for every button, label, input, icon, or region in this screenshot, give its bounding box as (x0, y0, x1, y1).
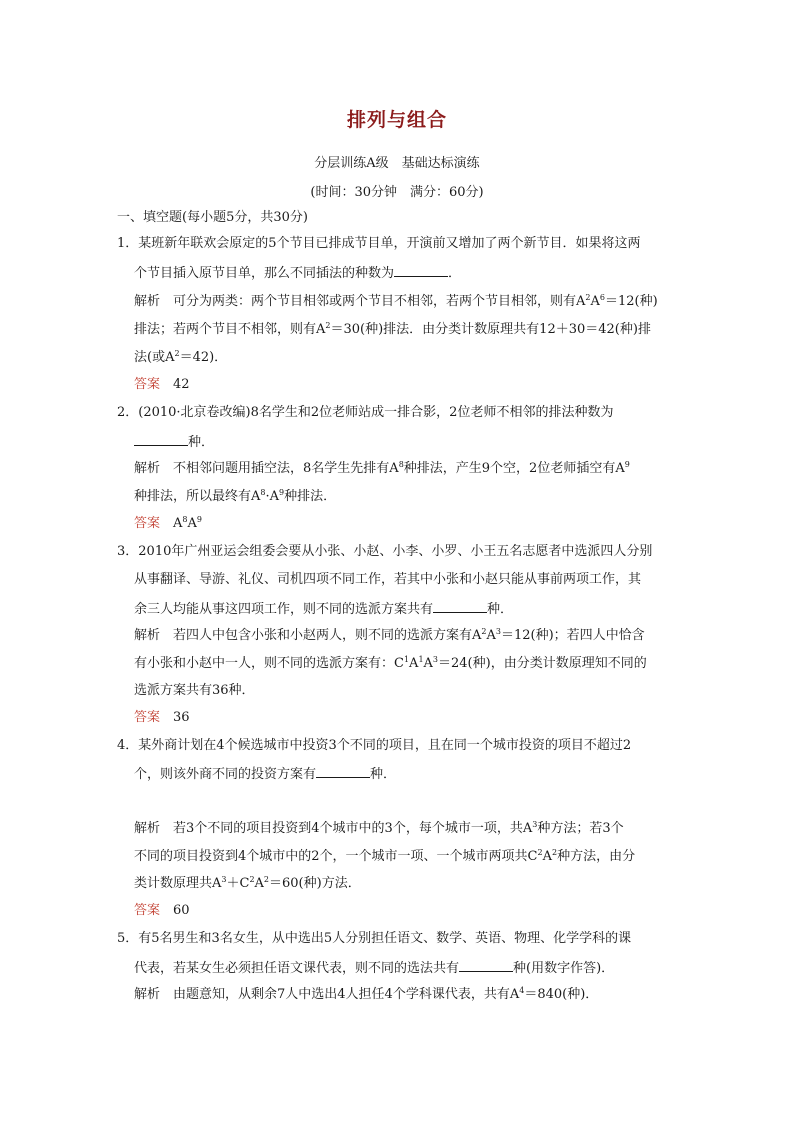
q3-text-line-1: 3．2010年广州亚运会组委会要从小张、小赵、小李、小罗、小王五名志愿者中选派四人分别 (117, 544, 653, 559)
analysis-label: 解析 (134, 461, 161, 476)
q5-text-line-1: 5．有5名男生和3名女生，从中选出5人分别担任语文、数学、英语、物理、化学学科的课 (117, 931, 632, 946)
q4-analysis-line-1: 解析 若3个不同的项目投资到4个城市中的3个，每个城市一项，共$A^3$种方法；若3个 (134, 820, 624, 836)
answer-value: 36 (173, 710, 190, 725)
q1-analysis-line-1: 解析 可分为两类：两个节目相邻或两个节目不相邻，若两个节目相邻，则有$A^2A^6=12$(种) (134, 293, 658, 309)
q1-analysis-line-3: 法(或$A^2=42$)． (134, 349, 228, 365)
q1-analysis-line-2: 排法；若两个节目不相邻，则有$A^2=30$(种)排法．由分类计数原理共有12＋30＝42(种)排 (134, 321, 651, 337)
q3-answer (134, 710, 190, 726)
q2-text-line-2: 种． (134, 433, 214, 451)
q4-text-line-1: 4．某外商计划在4个候选城市中投资3个不同的项目，且在同一个城市投资的项目不超过2 (117, 738, 632, 753)
q2-analysis-line-2: 种排法，所以最终有$A^8\cdot A^9$种排法． (134, 488, 337, 504)
subtitle: 分层训练A级 基础达标演练 (314, 156, 480, 171)
answer-value: 60 (173, 903, 190, 918)
q1-text-line-1: 1．某班新年联欢会原定的5个节目已排成节目单，开演前又增加了两个新节目．如果将这两 (117, 236, 641, 251)
section-heading: 一、填空题(每小题5分，共30分) (117, 210, 308, 225)
answer-label: 答案 (134, 903, 161, 918)
answer-value: $A^8A^9$ (173, 515, 202, 531)
q3-analysis-line-1: 解析 若四人中包含小张和小赵两人，则不同的选派方案有$A^2A^3=12$(种)；若四人中恰含 (134, 627, 645, 643)
analysis-label: 解析 (134, 821, 161, 836)
answer-label: 答案 (134, 377, 161, 392)
q4-text-line-2: 个，则该外商不同的投资方案有 种． (134, 767, 397, 782)
answer-blank (134, 433, 188, 446)
q2-analysis-line-1: 解析 不相邻问题用插空法，8名学生先排有$A^8$种排法，产生9个空，2位老师插空有$A^9$ (134, 460, 630, 476)
q2-answer (134, 516, 202, 532)
q4-analysis-line-3: 类计数原理共$A^3+C^2A^2=60$(种)方法． (134, 875, 361, 891)
analysis-label: 解析 (134, 987, 161, 1002)
answer-blank (394, 264, 448, 277)
q5-analysis-line-1: 解析 由题意知，从剩余7人中选出4人担任4个学科课代表，共有$A^4=840$(种)． (134, 986, 599, 1002)
q3-analysis-line-3: 选派方案共有36种． (134, 683, 255, 698)
q4-analysis-line-2: 不同的项目投资到4个城市中的2个，一个城市一项、一个城市两项共$C^2A^2$种方法，由分 (134, 848, 636, 864)
q5-text-line-2: 代表，若某女生必须担任语文课代表，则不同的选法共有 种(用数字作答)． (134, 961, 615, 976)
q3-text-line-2: 从事翻译、导游、礼仪、司机四项不同工作，若其中小张和小赵只能从事前两项工作，其 (134, 572, 642, 587)
answer-blank (316, 765, 370, 778)
exam-meta: (时间：30分钟 满分：60分) (310, 185, 484, 200)
answer-blank (459, 959, 513, 972)
analysis-label: 解析 (134, 628, 161, 643)
page-title: 排列与组合 (346, 109, 447, 131)
q2-text-line-1: 2．(2010·北京卷改编)8名学生和2位老师站成一排合影，2位老师不相邻的排法种数为 (117, 405, 614, 420)
answer-label: 答案 (134, 710, 161, 725)
answer-label: 答案 (134, 516, 161, 531)
answer-blank (433, 600, 487, 613)
q3-text-line-3: 余三人均能从事这四项工作，则不同的选派方案共有 种． (134, 602, 514, 617)
q1-answer (134, 377, 190, 393)
q4-answer (134, 903, 190, 919)
q3-analysis-line-2: 有小张和小赵中一人，则不同的选派方案有：$C^1A^1A^3=24$(种)，由分类计数原理知不同的 (134, 655, 647, 671)
analysis-label: 解析 (134, 294, 161, 309)
q1-text-line-2: 个节目插入原节目单，那么不同插法的种数为 ． (134, 266, 462, 281)
answer-value: 42 (173, 377, 190, 392)
